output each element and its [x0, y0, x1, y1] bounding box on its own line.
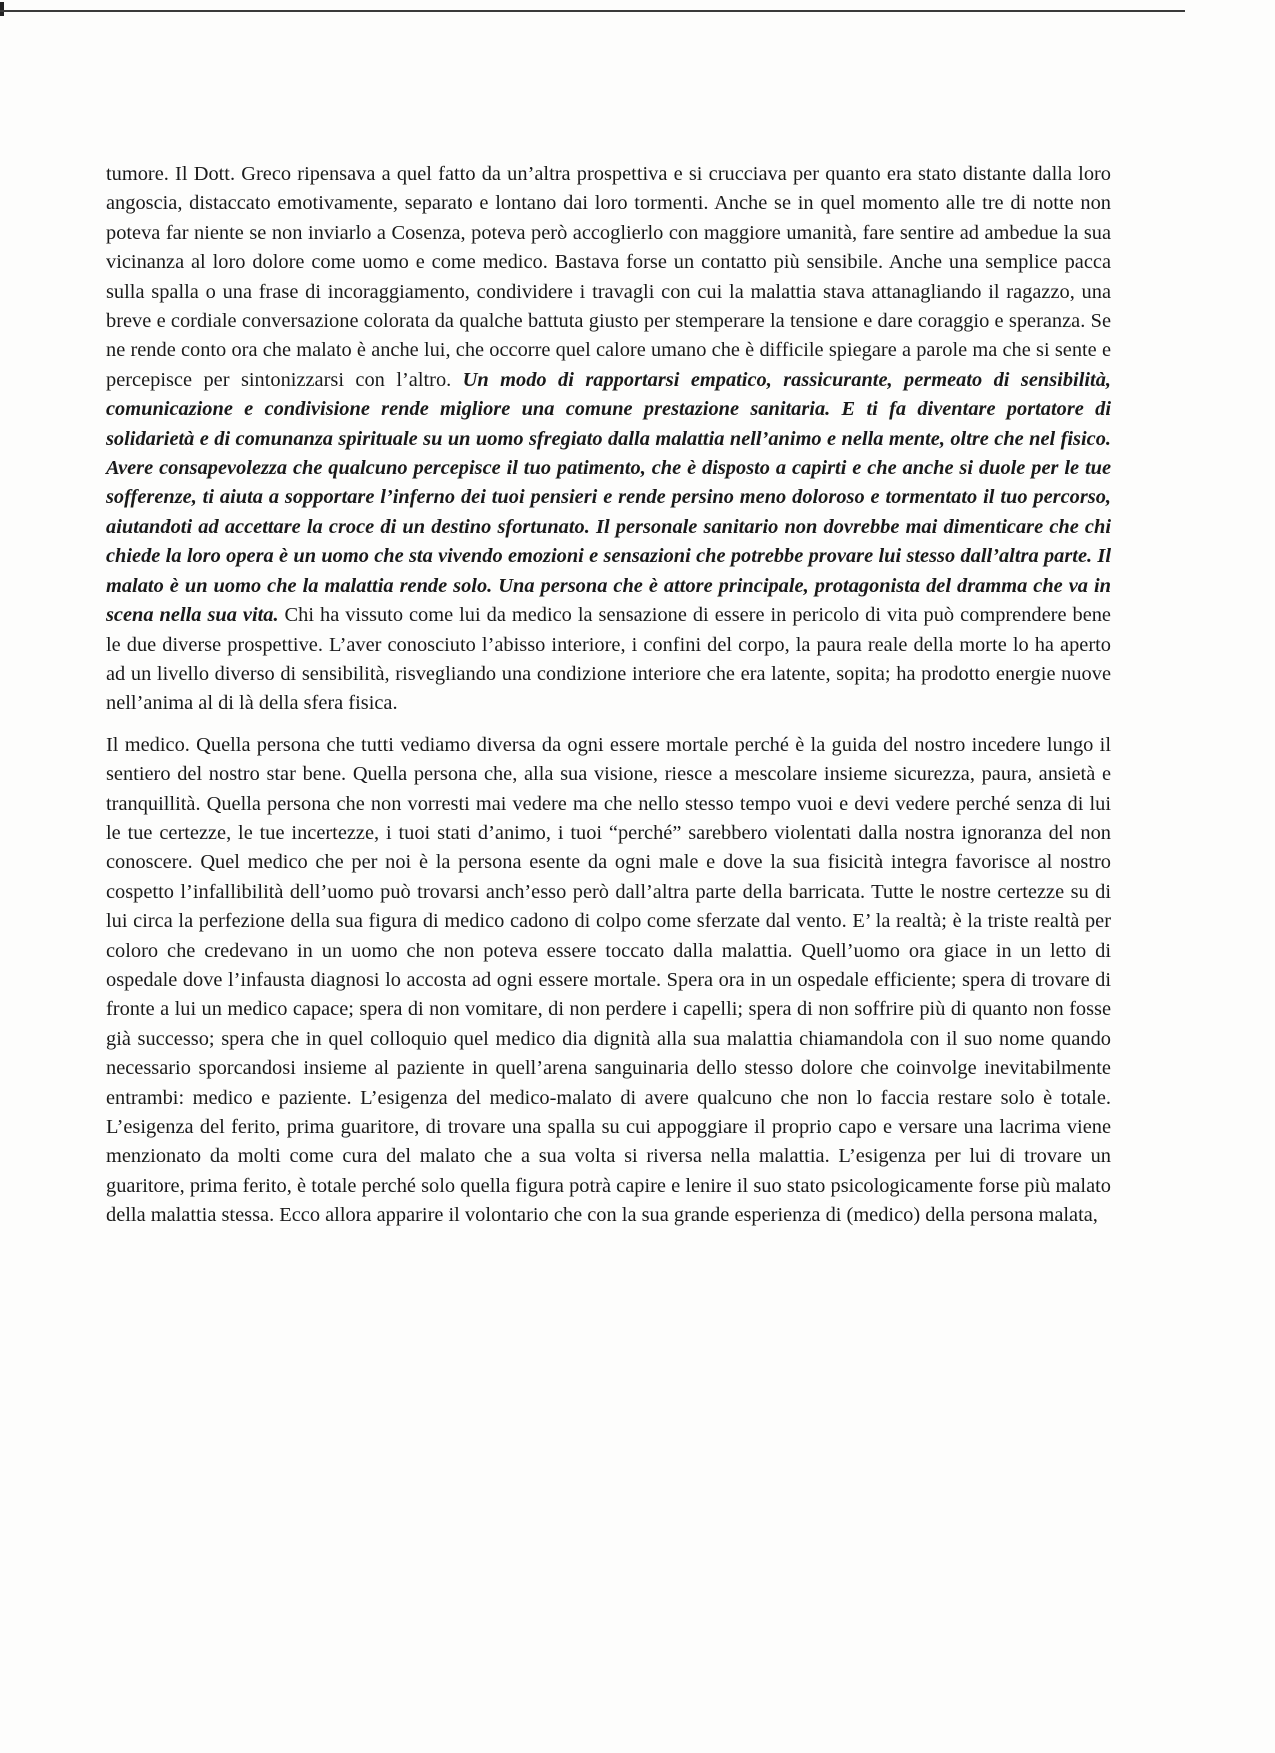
paragraph-1-text-start: tumore. Il Dott. Greco ripensava a quel fatto da un’altra prospettiva e si crucciava per quanto era stato distante dalla loro angoscia, distaccato emotivamente, separato e lontano dai loro tormenti. Anche se in quel momento alle tre di notte non poteva far niente se non inviarlo a Cosenza, poteva però accoglierlo con maggiore umanità, fare sentire ad ambedue la sua vicinanza al loro dolore come uomo e come medico. Bastava forse un contatto più sensibile. Anche una semplice pacca sulla spalla o una frase di incoraggiamento, condividere i travagli con cui la malattia stava attanagliando il ragazzo, una breve e cordiale conversazione colorata da qualche battuta giusto per stemperare la tensione e dare coraggio e speranza. Se ne rende conto ora che malato è anche lui, che occorre quel calore umano che è difficile spiegare a parole ma che si sente e percepisce per sintonizzarsi con l’altro.	[106, 163, 1111, 391]
paragraph-1-emphasis: Un modo di rapportarsi empatico, rassicurante, permeato di sensibilità, comunicazione e condivisione rende migliore una comune prestazione sanitaria. E ti fa diventare portatore di solidarietà e di comunanza spirituale su un uomo sfregiato dalla malattia nell’animo e nella mente, oltre che nel fisico. Avere consapevolezza che qualcuno percepisce il tuo patimento, che è disposto a capirti e che anche si duole per le tue sofferenze, ti aiuta a sopportare l’inferno dei tuoi pensieri e rende persino meno doloroso e tormentato il tuo percorso, aiutandoti ad accettare la croce di un destino sfortunato. Il personale sanitario non dovrebbe mai dimenticare che chi chiede la loro opera è un uomo che sta vivendo emozioni e sensazioni che potrebbe provare lui stesso dall’altra parte. Il malato è un uomo che la malattia rende solo. Una persona che è attore principale, protagonista del dramma che va in scena nella sua vita.	[106, 368, 1111, 627]
document-body	[106, 160, 1111, 1231]
paragraph-1-text-end: Chi ha vissuto come lui da medico la sensazione di essere in pericolo di vita può comprendere bene le due diverse prospettive. L’aver conosciuto l’abisso interiore, i confini del corpo, la paura reale della morte lo ha aperto ad un livello diverso di sensibilità, risvegliando una condizione interiore che era latente, sopita; ha prodotto energie nuove nell’anima al di là della sfera fisica.	[106, 604, 1111, 715]
paragraph-2: Il medico. Quella persona che tutti vediamo diversa da ogni essere mortale perché è la guida del nostro incedere lungo il sentiero del nostro star bene. Quella persona che, alla sua visione, riesce a mescolare insieme sicurezza, paura, ansietà e tranquillità. Quella persona che non vorresti mai vedere ma che nello stesso tempo vuoi e devi vedere perché senza di lui le tue certezze, le tue incertezze, i tuoi stati d’animo, i tuoi “perché” sarebbero violentati dalla nostra ignoranza del non conoscere. Quel medico che per noi è la persona esente da ogni male e dove la sua fisicità integra favorisce al nostro cospetto l’infallibilità dell’uomo può trovarsi anch’esso però dall’altra parte della barricata. Tutte le nostre certezze su di lui circa la perfezione della sua figura di medico cadono di colpo come sferzate dal vento. E’ la realtà; è la triste realtà per coloro che credevano in un uomo che non poteva essere toccato dalla malattia. Quell’uomo ora giace in un letto di ospedale dove l’infausta diagnosi lo accosta ad ogni essere mortale. Spera ora in un ospedale efficiente; spera di trovare di fronte a lui un medico capace; spera di non vomitare, di non perdere i capelli; spera di non soffrire più di quanto non fosse già successo; spera che in quel colloquio quel medico dia dignità alla sua malattia chiamandola con il suo nome quando necessario sporcandosi insieme al paziente in quell’arena sanguinaria dello stesso dolore che coinvolge inevitabilmente entrambi: medico e paziente. L’esigenza del medico-malato di avere qualcuno che non lo faccia restare solo è totale. L’esigenza del ferito, prima guaritore, di trovare una spalla su cui appoggiare il proprio capo e versare una lacrima viene menzionato da molti come cura del malato che a sua volta si riversa nella malattia. L’esigenza per lui di trovare un guaritore, prima ferito, è totale perché solo quella figura potrà capire e lenire il suo stato psicologicamente forse più malato della malattia stessa. Ecco allora apparire il volontario che con la sua grande esperienza di (medico) della persona malata,	[106, 733, 1111, 1227]
paragraph-1	[106, 160, 1111, 719]
scan-edge-mark	[0, 2, 4, 16]
scan-top-rule	[0, 10, 1185, 12]
